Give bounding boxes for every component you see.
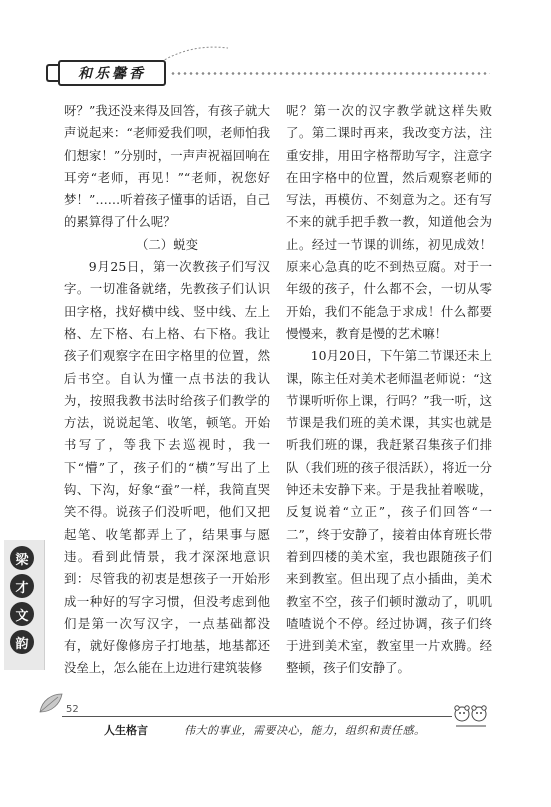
page-number: 52 <box>66 704 79 715</box>
page-header-title: 和乐馨香 <box>58 60 166 86</box>
paragraph: 10月20日，下午第二节课还未上课，陈主任对美术老师温老师说：“这节课听听你上课，行吗？”我一听，这节课是我们班的美术课，其实也就是听我们班的课，我赶紧召集孩子们排队（我们班的孩子很活跃），将近一分钟还未安静下来。于是我扯着喉咙，反复说着“立正”，孩子们回答“一二”，终于安静了，接着由体育班长带着到四楼的美术室，我也跟随孩子们来到教室。但出现了点小插曲，美术教室不空，孩子们顿时激动了，叽叽喳喳说个不停。经过协调，孩子们终于进到美术室，教室里一片欢腾。经整顿，孩子们安静了。 <box>286 348 492 676</box>
section-title: （二）蜕变 <box>136 236 198 252</box>
paragraph: 呢？第一次的汉字教学就这样失败了。第二课时再来，我改变方法，注重安排，用田字格帮助写字，注意字在田字格中的位置，然后观察老师的写法，再模仿、不刻意为之。还有写不来的就手把手教一教，知道他会为止。经过一节课的训练，初见成效！原来心急真的吃不到热豆腐。对于一年级的孩子，什么都不会，一切从零开始，我们不能急于求成！什么都要慢慢来，教育是慢的艺术嘛！ <box>286 103 492 341</box>
footer-label: 人生格言 <box>104 724 148 737</box>
paragraph: 呀？”我还没来得及回答，有孩子就大声说起来：“老师爱我们呗，老师怕我们想家！”分别时，一声声祝福回响在耳旁“老师，再见！”“老师，祝您好梦！”……听着孩子懂事的话语，自己的累算得了什么呢？ <box>64 103 270 230</box>
right-column <box>286 100 492 680</box>
footer-rule <box>62 716 452 717</box>
side-tab-char: 才 <box>10 574 34 598</box>
paragraph: 9月25日，第一次教孩子们写汉字。一切准备就绪，先教孩子们认识田字格，找好横中线、竖中线、左上格、左下格、右上格、右下格。我让孩子们观察字在田字格里的位置，然后书空。自认为懂一点书法的我认为，按照我教书法时给孩子们教学的方法，说说起笔、收笔，顿笔。开始书写了，等我下去巡视时，我一下“懵”了，孩子们的“横”写出了上钩、下沟，好象“蚕”一样，我简直哭笑不得。说孩子们没听吧，他们又把起笔、收笔都弄上了，结果事与愿违。看到此情景，我才深深地意识到：尽管我的初衷是想孩子一开始形成一种好的写字习惯，但没考虑到他们是第一次写汉字，一点基础都没有，就好像修房子打地基，地基都还没垒上，怎么能在上边进行建筑装修 <box>64 259 270 676</box>
mascot-icon <box>452 704 490 728</box>
side-tab-char: 文 <box>10 602 34 626</box>
leaf-icon <box>38 692 64 714</box>
side-tab-label <box>10 546 36 658</box>
footer-motto: 伟大的事业，需要决心，能力，组织和责任感。 <box>184 724 426 737</box>
header-dotted-rule <box>170 72 490 75</box>
side-tab-char: 韵 <box>10 630 34 654</box>
left-column <box>64 100 270 680</box>
side-tab-char: 梁 <box>10 546 34 570</box>
